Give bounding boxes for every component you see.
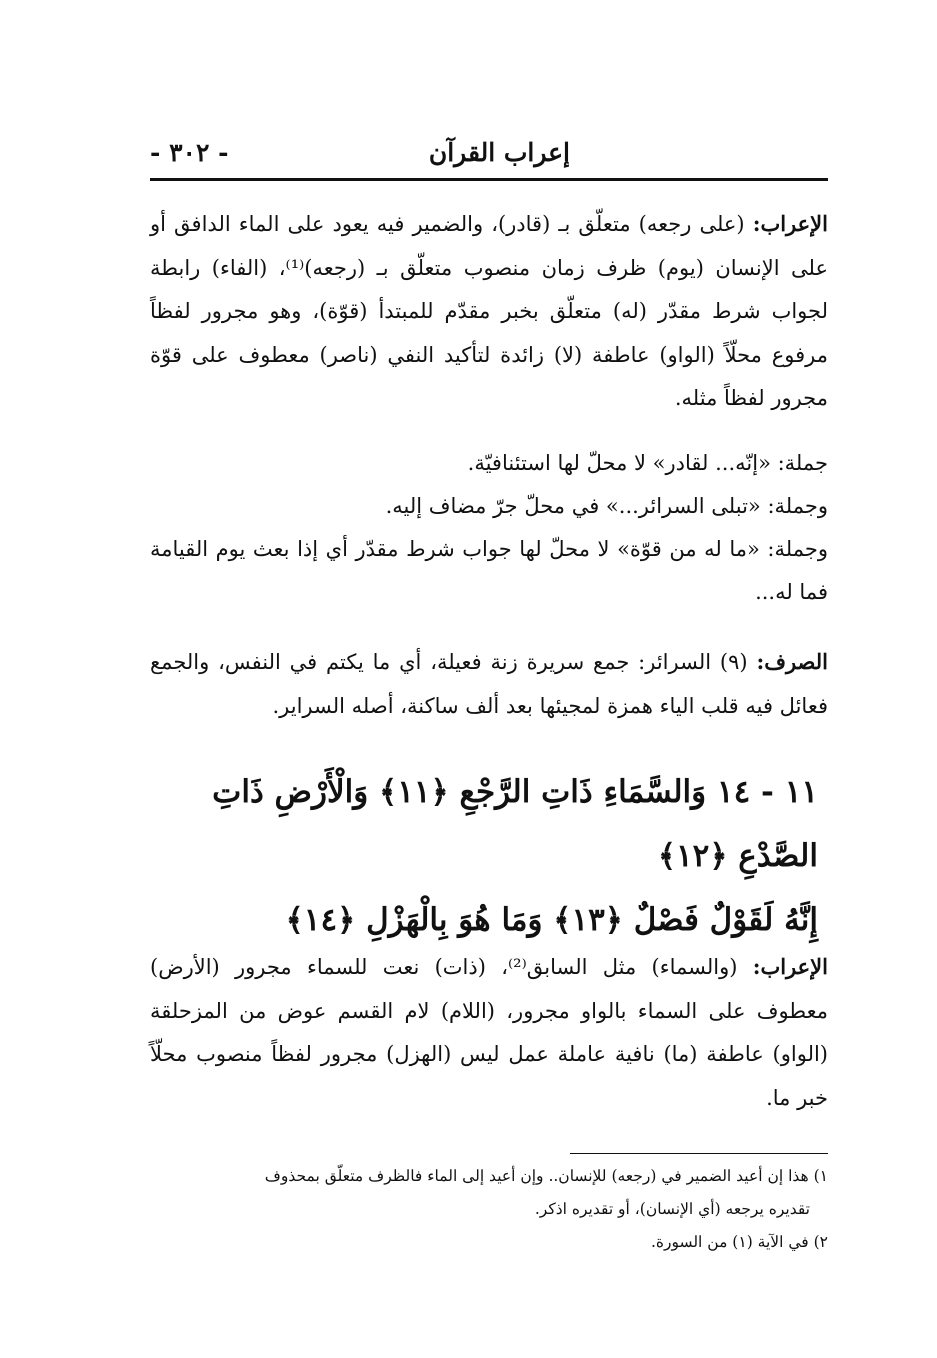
- irab-text: (على رجعه) متعلّق بـ (قادر)، والضمير فيه يعود على الماء الدافق أو على الإنسان (يوم) ظرف زمان منصوب متعلّق بـ (رجعه)⁽¹⁾، (الفاء) رابطة لجواب شرط مقدّر (له) متعلّق بخبر مقدّم للمبتدأ (قوّة)، وهو مجرور لفظاً مرفوع محلّاً (الواو) عاطفة (لا) زائدة لتأكيد النفي (ناصر) معطوف على قوّة مجرور لفظاً مثله.: [150, 212, 829, 410]
- footnote-line: ٢) في الآية (١) من السورة.: [650, 1233, 828, 1251]
- sarf-paragraph: [150, 640, 828, 728]
- irab-text: (والسماء) مثل السابق⁽²⁾، (ذات) نعت للسماء مجرور (الأرض) معطوف على السماء بالواو مجرور، (اللام) لام القسم عوض من المزحلقة (الواو) عاطفة (ما) نافية عاملة عمل ليس (الهزل) مجرور لفظاً منصوب محلّاً خبر ما.: [150, 955, 828, 1110]
- irab-paragraph-2: [150, 945, 828, 1120]
- page-number: - ٣٠٢ -: [150, 138, 229, 167]
- page-header: [150, 138, 828, 178]
- book-page: [150, 120, 828, 1270]
- footnote-line: تقديره يرجعه (أي الإنسان)، أو تقديره اذكر.: [534, 1200, 810, 1218]
- jumla-line: وجملة: «ما له من قوّة» لا محلّ لها جواب شرط مقدّر أي إذا بعث يوم القيامة فما له...: [150, 537, 828, 604]
- sarf-label: الصرف:: [756, 649, 828, 674]
- footnotes: [150, 1160, 828, 1259]
- quran-verse: [150, 760, 828, 952]
- verse-line: إِنَّهُ لَقَوْلٌ فَصْلٌ ﴿١٣﴾ وَمَا هُوَ بِالْهَزْلِ ﴿١٤﴾: [285, 902, 818, 938]
- sarf-text: (٩) السرائر: جمع سريرة زنة فعيلة، أي ما يكتم في النفس، والجمع فعائل فيه قلب الياء همزة لمجيئها بعد ألف ساكنة، أصله السراير.: [150, 650, 828, 718]
- irab-label: الإعراب:: [752, 211, 828, 236]
- running-title: إعراب القرآن: [428, 138, 570, 167]
- jumla-line: جملة: «إنّه... لقادر» لا محلّ لها استئنافيّة.: [467, 451, 828, 475]
- irab-label: الإعراب:: [752, 954, 828, 979]
- irab-paragraph-1: [150, 202, 828, 421]
- verse-line: ١١ - ١٤ وَالسَّمَاءِ ذَاتِ الرَّجْعِ ﴿١١﴾ وَالْأَرْضِ ذَاتِ الصَّدْعِ ﴿١٢﴾: [212, 774, 818, 874]
- header-rule: [150, 178, 828, 181]
- jumal-section: [150, 442, 828, 614]
- footnote-rule: [570, 1153, 828, 1154]
- footnote-line: ١) هذا إن أعيد الضمير في (رجعه) للإنسان.. وإن أعيد إلى الماء فالظرف متعلّق بمحذوف: [264, 1167, 828, 1185]
- jumla-line: وجملة: «تبلى السرائر...» في محلّ جرّ مضاف إليه.: [385, 494, 828, 518]
